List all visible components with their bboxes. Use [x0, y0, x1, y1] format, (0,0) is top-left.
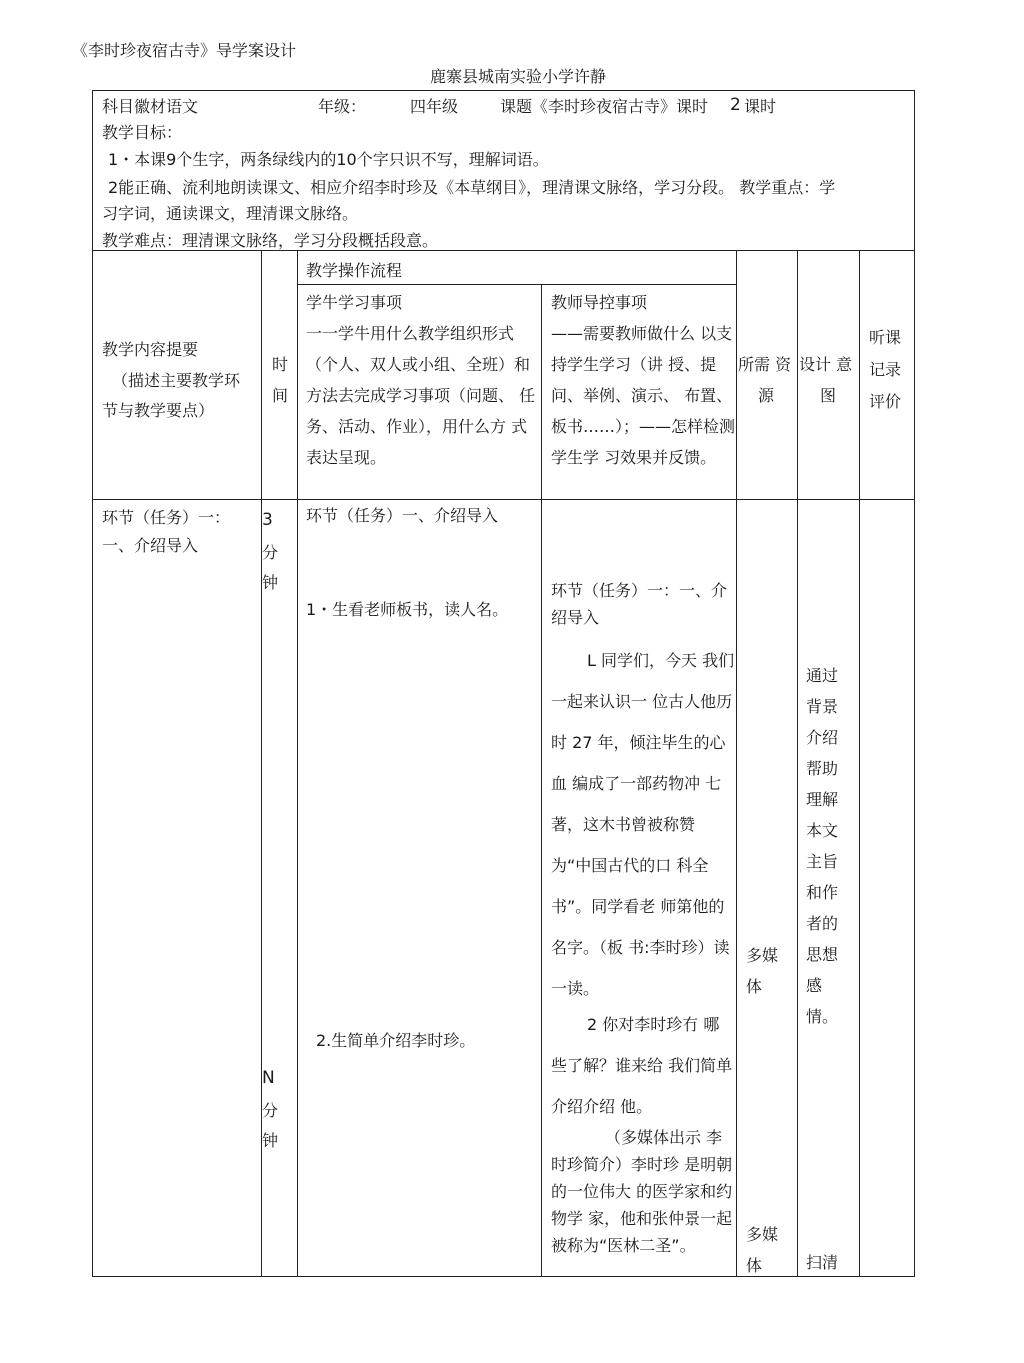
school-author: 鹿寨县城南实验小学许静 — [430, 67, 607, 86]
record-column-title-3: 评价 — [869, 392, 902, 411]
flow-title: 教学操作流程 — [306, 261, 403, 280]
time-b-number: N — [262, 1068, 275, 1088]
hours-unit: 课时 — [744, 97, 777, 116]
student-column-title: 学牛学习事项 — [306, 293, 403, 312]
design-column-title-1: 设计 意 — [799, 355, 853, 374]
teacher-column-title: 教师导控事项 — [551, 293, 648, 312]
resource-column-title-2: 源 — [758, 386, 775, 405]
col-divider-student — [297, 250, 298, 1276]
design-intent-text: 通过背景介绍帮助理解本文主旨和作者的思想感情。 — [806, 666, 839, 1026]
teacher-paragraph-3: （多媒体出示 李时珍简介）李时珍 是明朝的一位伟大 的医学家和约物学 家，他和张仲景一起 被称为“医林二圣”。 — [551, 1128, 733, 1255]
time-b-unit-1: 分 — [262, 1101, 279, 1120]
content-column-sub1: （描述主要教学环 — [112, 371, 241, 390]
col-divider-resource — [736, 250, 737, 1276]
resource-multimedia-1: 多媒体 — [746, 946, 779, 996]
teacher-paragraph-1: L 同学们，今天 我们一起来认识一 位古人他历时 27 年，倾注毕生的心血 编成了一部药物冲 七著，这木书曾被称赞为“中国古代的口 科全书”。同学看老 师第他的名字。（板 书:李时珍）读一读。 — [551, 651, 735, 998]
segment-subtitle: 一、介绍导入 — [102, 536, 199, 555]
grade-value: 四年级 — [410, 97, 459, 116]
flow-title-separator — [297, 284, 736, 285]
content-column-sub2: 节与教学要点） — [102, 401, 215, 420]
record-column-title-1: 听课 — [869, 328, 902, 347]
resource-column-title-1: 所需 资 — [738, 355, 792, 374]
difficulty-text: 教学难点：理清课文脉络，学习分段概括段意。 — [102, 231, 439, 250]
time-b-unit-2: 钟 — [262, 1131, 279, 1150]
document-title: 《李时珍夜宿古寺》导学案设计 — [72, 41, 297, 60]
table-top-border — [92, 90, 915, 91]
objective-2-line1: 2能正确、流利地朗读课文、相应介绍李时珍及《本草纲目》，理清课文脉络，学习分段。 教学重点：学 — [108, 178, 836, 197]
objective-1: 1・本课9个生字，两条绿线内的10个字只识不写，理解词语。 — [108, 150, 549, 169]
col-divider-record — [859, 250, 860, 1276]
time-column-title-1: 时 — [272, 355, 289, 374]
design-intent-bottom: 扫清 — [806, 1253, 839, 1272]
content-column-title: 教学内容提要 — [102, 340, 199, 359]
hours-number: 2 — [730, 95, 741, 115]
table-left-border — [92, 90, 93, 1276]
time-a-unit-2: 钟 — [262, 573, 279, 592]
time-column-title-2: 间 — [272, 386, 289, 405]
col-divider-design — [797, 250, 798, 1276]
record-column-title-2: 记录 — [869, 360, 902, 379]
teacher-step-head: 环节（任务）一：一、介绍导入 — [551, 581, 728, 627]
objective-2-line2: 习字词，通读课文，理清课文脉络。 — [102, 204, 359, 223]
time-a-number: 3 — [262, 510, 273, 530]
teacher-column-desc: ——需要教师做什么 以支持学生学习（讲 授、提问、举例、演示、 布置、板书……）；——怎样检测学生学 习效果并反馈。 — [551, 324, 736, 467]
table-bottom-border — [92, 1276, 915, 1277]
objectives-label: 教学目标： — [102, 123, 183, 142]
topic-label: 课题《李时珍夜宿古寺》课时 — [500, 97, 709, 116]
teacher-paragraph-2: 2 你对李时珍冇 哪些了解？谁来给 我们简单介绍介绍 他。 — [551, 1015, 733, 1116]
segment-title: 环节（任务）一： — [102, 508, 231, 527]
time-a-unit-1: 分 — [262, 543, 279, 562]
header-separator — [92, 499, 915, 500]
student-column-desc: 一一学牛用什么教学组织形式（个人、双人或小组、全班）和方法去完成学习事项（问题、 任务、活动、作业），用什么方 式表达呈现。 — [306, 324, 536, 467]
student-step-2: 2.生简单介绍李时珍。 — [316, 1031, 476, 1050]
col-divider-teacher — [541, 284, 542, 1276]
design-column-title-2: 图 — [820, 386, 837, 405]
student-step-head: 环节（任务）一、介绍导入 — [306, 506, 499, 525]
subject-label: 科目徽材语文 — [102, 97, 199, 116]
grade-label: 年级： — [318, 97, 367, 116]
student-step-1: 1・生看老师板书，读人名。 — [306, 600, 509, 619]
resource-multimedia-2: 多媒体 — [746, 1225, 779, 1275]
table-right-border — [914, 90, 915, 1276]
